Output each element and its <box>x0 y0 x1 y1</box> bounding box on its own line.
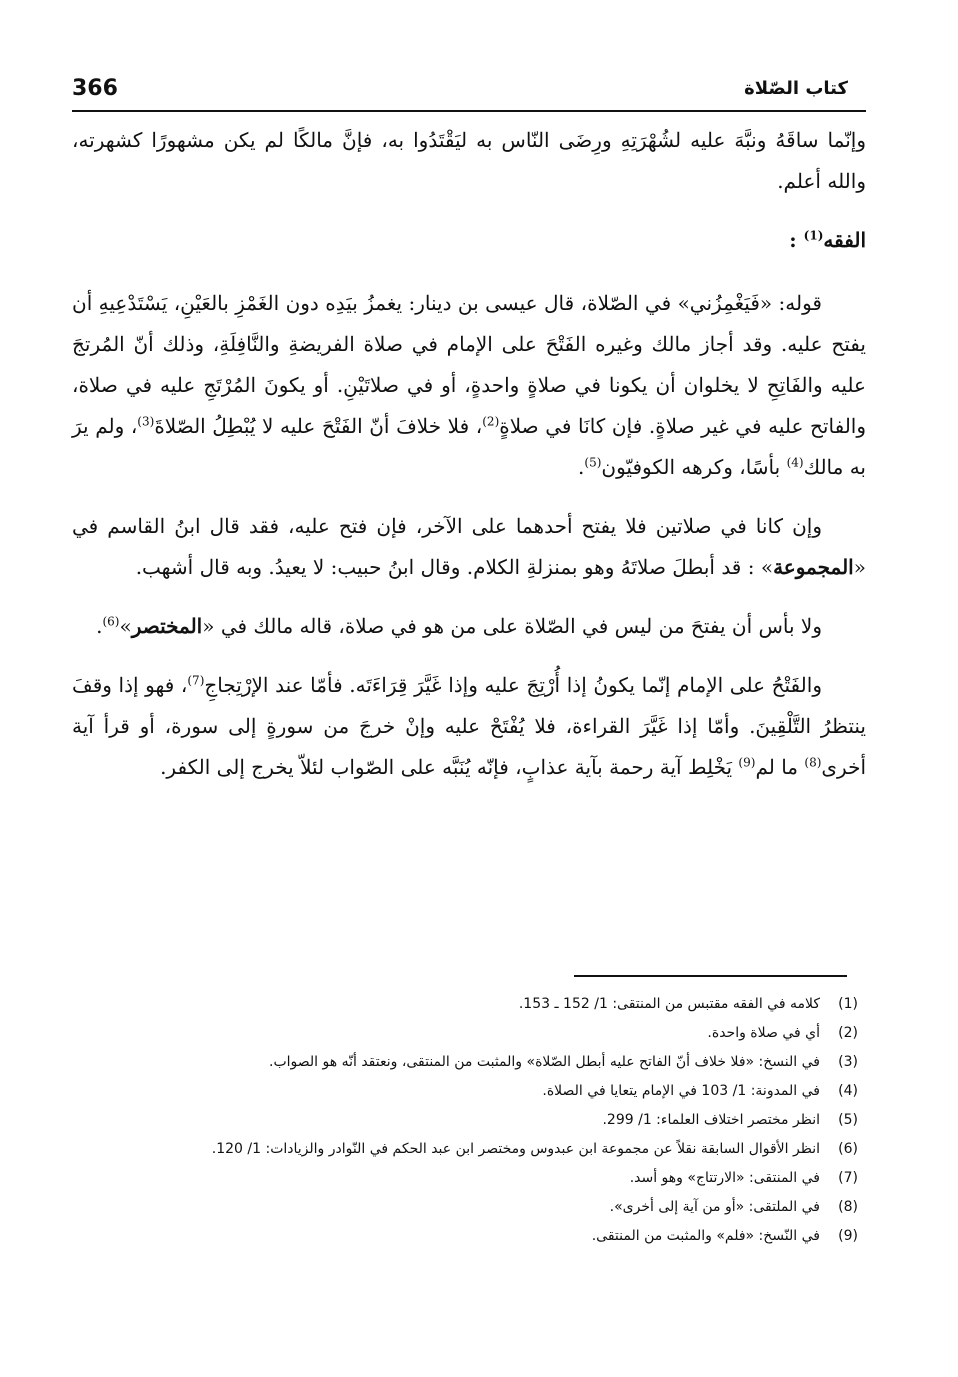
footnote-number: (9) <box>838 1228 858 1244</box>
footnote <box>72 1222 858 1251</box>
footnote-text: انظر مختصر اختلاف العلماء: 1/ 299. <box>602 1112 820 1128</box>
book-title-mukhtasar: المختصر <box>131 614 203 638</box>
footnote-number: (2) <box>838 1025 858 1041</box>
footnote-divider <box>574 975 847 977</box>
footnote-number: (3) <box>838 1054 858 1070</box>
footnote-number: (4) <box>838 1083 858 1099</box>
footnote-ref-5: (5) <box>584 455 602 470</box>
footnote <box>72 1135 858 1164</box>
paragraph-5-text-d: يَخْلِط آية رحمة بآية عذابٍ، فإنّه يُنَبَّه على الصّواب لئلاّ يخرج إلى الكفر. <box>160 755 739 779</box>
paragraph-4-quote-close: » <box>119 614 132 638</box>
footnote-text: أي في صلاة واحدة. <box>707 1025 820 1041</box>
footnote-number: (6) <box>838 1141 858 1157</box>
footnote-text: في النسخ: «فلا خلاف أنّ الفاتح عليه أبطل الصّلاة» والمثبت من المنتقى، ونعتقد أنّه هو الصواب. <box>269 1054 820 1070</box>
footnotes <box>72 990 858 1251</box>
footnote-ref-8: (8) <box>804 755 822 770</box>
footnote <box>72 1164 858 1193</box>
paragraph-2 <box>72 283 866 488</box>
paragraph-3-text-b: » : قد أبطلَ صلاتَهُ وهو بمنزلةِ الكلام. وقال ابنُ حبيب: لا يعيدُ. وبه قال أشهب. <box>135 555 774 579</box>
footnote-number: (7) <box>838 1170 858 1186</box>
paragraph-5-text-c: ما لم <box>755 755 805 779</box>
paragraph-2-text-e: . <box>578 455 585 479</box>
paragraph-4-text-a: ولا بأس أن يفتحَ من ليس في الصّلاة على من هو في صلاة، قاله مالك في « <box>202 614 822 638</box>
footnote-text: في المنتقى: «الارتتاج» وهو أسد. <box>629 1170 820 1186</box>
paragraph-2-text-a: قوله: «فَيَغْمِزُني» في الصّلاة، قال عيسى بن دينار: يغمزُ بيَدِه دون الغَمْزِ بالعَيْنِ، يَسْتَدْعِيهِ أن يفتح عليه. وقد أجاز مالك وغيره الفَتْحَ على الإمام في صلاة الفريضةِ والنَّافِلَةِ، وذلك أنّ المُرتجَ عليه والفَاتِحِ لا يخلوان أن يكونا في صلاةٍ واحدةٍ، أو في صلاتَيْنِ. أو يكونَ المُرْتَجِ عليه في صلاة، والفاتح عليه في غير صلاةٍ. فإن كانَا في صلاةٍ <box>72 291 867 438</box>
paragraph-2-text-c: ، ولم يرَ به مالك <box>72 414 866 479</box>
footnote-text: في الملتقى: «أو من آية إلى أخرى». <box>609 1199 820 1215</box>
footnote-number: (5) <box>838 1112 858 1128</box>
running-title: كتاب الصّلاة <box>744 77 848 99</box>
footnote <box>72 1048 858 1077</box>
footnote <box>72 990 858 1019</box>
paragraph-1 <box>72 120 866 202</box>
footnote <box>72 1106 858 1135</box>
footnote-text: في النّسخ: «فلم» والمثبت من المنتقى. <box>591 1228 820 1244</box>
footnote-ref-7: (7) <box>187 673 205 688</box>
paragraph-3 <box>72 506 866 588</box>
page-number: 366 <box>72 75 118 101</box>
footnote-ref-3: (3) <box>137 414 155 429</box>
footnote-text: كلامه في الفقه مقتبس من المنتقى: 1/ 152 ـ 153. <box>518 996 820 1012</box>
paragraph-5-text-a: والفَتْحُ على الإمام إنّما يكونُ إذا أُرْتِجَ عليه وإذا غَيَّرَ قِرَاءَتَه. فأمّا عند الإرْتِجاجِ <box>204 673 822 697</box>
page-header <box>72 66 866 112</box>
footnote <box>72 1077 858 1106</box>
footnote-ref-4: (4) <box>786 455 804 470</box>
paragraph-1-text: وإنّما ساقَهُ ونبَّهَ عليه لشُهْرَتِهِ ورِضَى النّاس به ليَقْتَدُوا به، فإنَّ مالكًا لم يكن مشهورًا كشهرته، والله أعلم. <box>72 128 866 193</box>
footnote-number: (8) <box>838 1199 858 1215</box>
section-heading <box>72 220 866 261</box>
footnote-ref-2: (2) <box>482 414 500 429</box>
footnote <box>72 1019 858 1048</box>
footnote-ref-1: (1) <box>803 228 824 243</box>
footnote-number: (1) <box>838 996 858 1012</box>
footnote-text: في المدونة: 1/ 103 في الإمام يتعايا في الصلاة. <box>542 1083 820 1099</box>
main-text <box>72 120 866 806</box>
footnote-ref-6: (6) <box>102 614 120 629</box>
paragraph-4 <box>72 606 866 647</box>
paragraph-4-period: . <box>96 614 103 638</box>
book-title-majmua: المجموعة <box>773 555 854 579</box>
paragraph-5-text-b: ، فهو إذا وقفَ ينتظرُ التَّلْقِينَ. وأمّا إذا غَيَّرَ القراءة، فلا يُفْتَحْ عليه وإنْ خرجَ من سورةٍ إلى سورة، أو قرأ آية أخرى <box>72 673 866 779</box>
footnote <box>72 1193 858 1222</box>
section-heading-colon: : <box>789 228 804 252</box>
section-heading-text: الفقه <box>823 228 866 252</box>
paragraph-3-text-a: وإن كانا في صلاتين فلا يفتح أحدهما على الآخر، فإن فتح عليه، فقد قال ابنُ القاسم في « <box>72 514 866 579</box>
paragraph-2-text-d: بأسًا، وكرهه الكوفيّون <box>601 455 787 479</box>
paragraph-2-text-b: ، فلا خلافَ أنّ الفَتْحَ عليه لا يُبْطِلُ الصّلاةَ <box>154 414 483 438</box>
paragraph-5 <box>72 665 866 788</box>
footnote-text: انظر الأقوال السابقة نقلاً عن مجموعة ابن عبدوس ومختصر ابن عبد الحكم في النّوادر والزيادات: 1/ 120. <box>211 1141 820 1157</box>
footnote-ref-9: (9) <box>738 755 756 770</box>
